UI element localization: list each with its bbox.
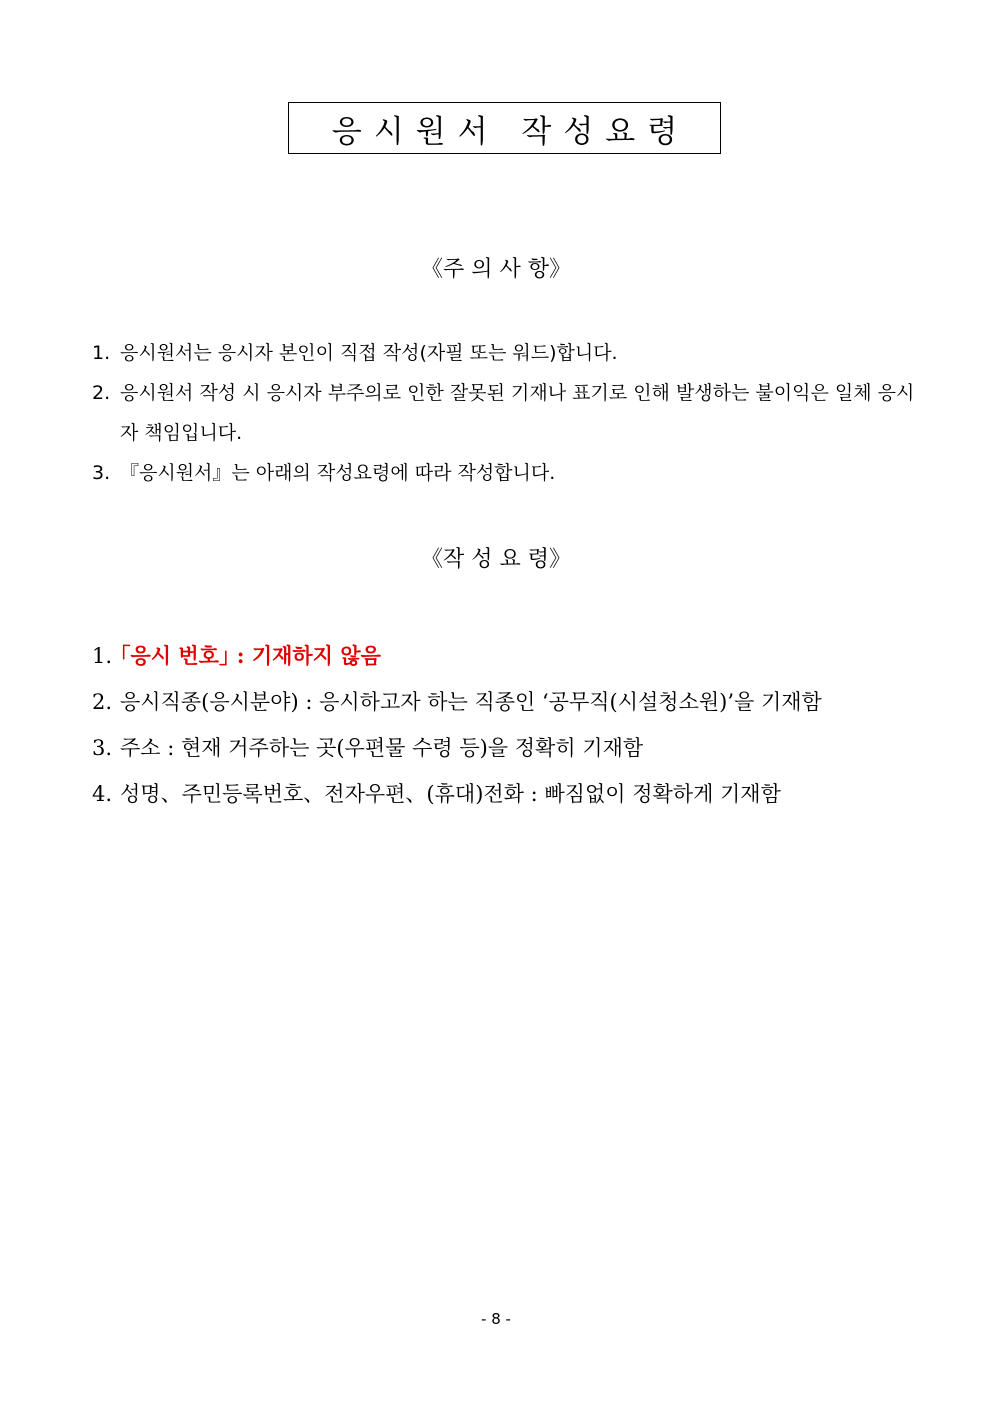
notice-list — [92, 333, 932, 493]
document-title: 응시원서 작성요령 — [331, 113, 690, 150]
guide-list — [92, 633, 932, 817]
notice-number: 3. — [92, 462, 111, 484]
notice-text: 응시원서 작성 시 응시자 부주의로 인한 잘못된 기재나 표기로 인해 발생하는 불이익은 일체 응시자 책임입니다. — [120, 382, 915, 444]
title-box — [288, 102, 721, 154]
notice-number: 1. — [92, 342, 111, 364]
notice-item-3 — [92, 453, 932, 493]
notice-heading: 《주 의 사 항》 — [421, 257, 571, 282]
guide-item-3 — [92, 725, 932, 771]
notice-item-2 — [92, 373, 932, 453]
guide-text: 성명、주민등록번호、전자우편、(휴대)전화 : 빠짐없이 정확하게 기재함 — [120, 782, 781, 806]
page-number: - 8 - — [481, 1310, 511, 1328]
guide-text: 응시직종(응시분야) : 응시하고자 하는 직종인 ‘공무직(시설청소원)’을 기재함 — [120, 690, 822, 714]
notice-item-1 — [92, 333, 932, 373]
notice-number: 2. — [92, 382, 111, 404]
guide-item-1 — [92, 633, 932, 679]
guide-number: 2. — [92, 690, 113, 714]
guide-number: 3. — [92, 736, 113, 760]
guide-heading: 《작 성 요 령》 — [421, 547, 571, 572]
guide-number: 4. — [92, 782, 113, 806]
notice-text: 『응시원서』는 아래의 작성요령에 따라 작성합니다. — [120, 462, 556, 484]
guide-item-2 — [92, 679, 932, 725]
guide-item-4 — [92, 771, 932, 817]
guide-text-highlighted: ｢응시 번호｣ : 기재하지 않음 — [120, 643, 381, 668]
guide-number: 1. — [92, 644, 113, 668]
notice-text: 응시원서는 응시자 본인이 직접 작성(자필 또는 워드)합니다. — [120, 342, 618, 364]
guide-text: 주소 : 현재 거주하는 곳(우편물 수령 등)을 정확히 기재함 — [120, 736, 644, 760]
